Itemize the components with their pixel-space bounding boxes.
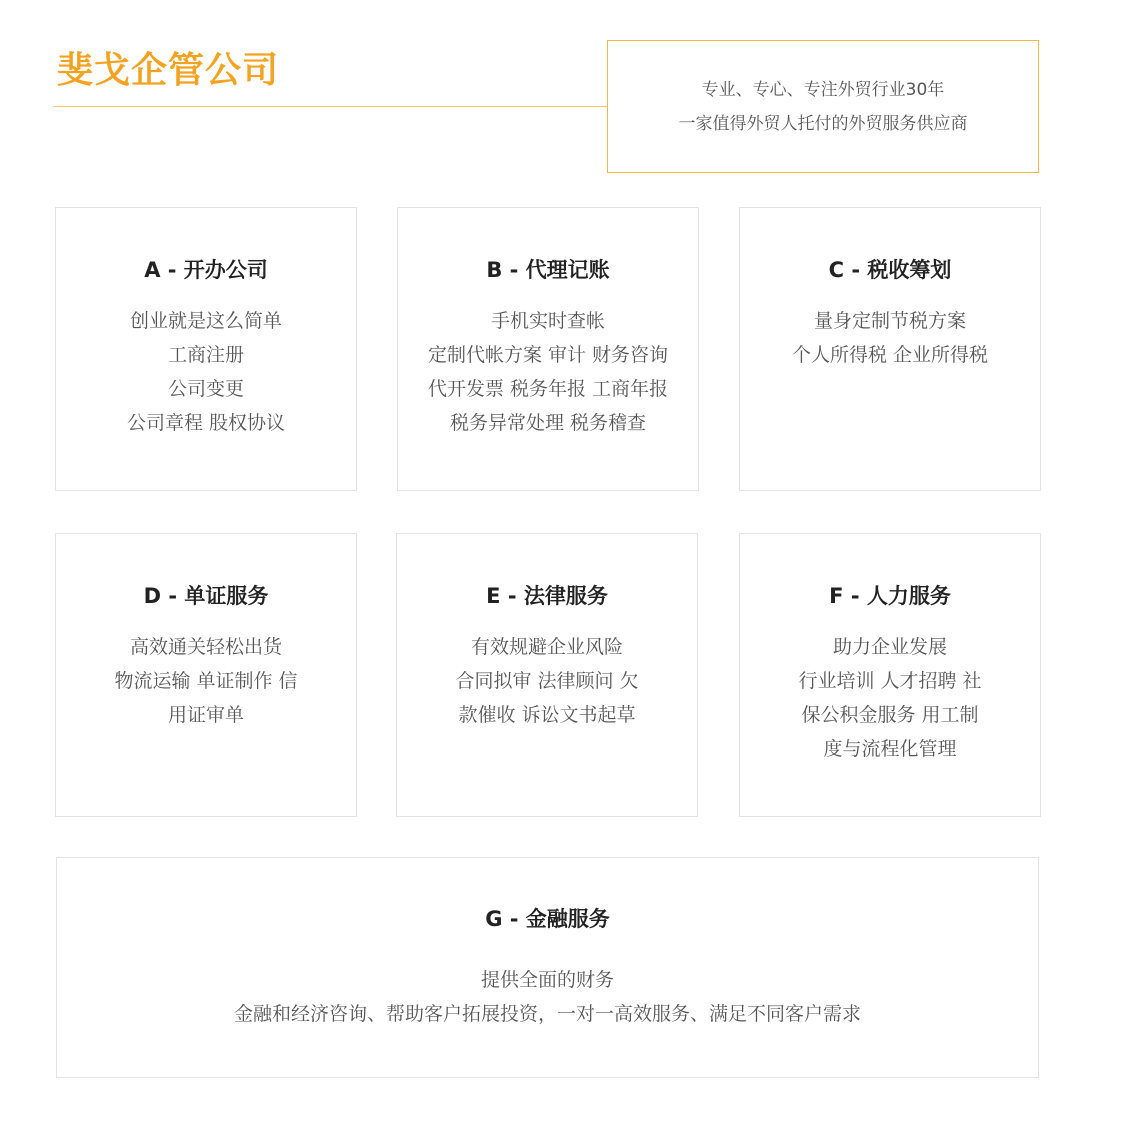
service-line: 合同拟审 法律顾问 欠 [455,670,639,692]
service-card-c[interactable] [739,207,1041,491]
service-line: 提供全面的财务 [480,969,614,991]
service-line: 定制代帐方案 审计 财务咨询 [427,344,669,366]
service-line: 手机实时查帐 [490,310,605,332]
tagline-box [607,40,1039,173]
service-line: 有效规避企业风险 [470,636,623,658]
service-line: 保公积金服务 用工制 [801,704,979,726]
brand-title: 斐戈企管公司 [57,50,280,91]
service-card-a[interactable] [55,207,357,491]
service-title: G - 金融服务 [485,907,610,931]
service-line: 度与流程化管理 [823,738,957,760]
service-card-d[interactable] [55,533,357,817]
service-card-g[interactable] [56,857,1039,1078]
service-card-f[interactable] [739,533,1041,817]
tagline-line-2: 一家值得外贸人托付的外贸服务供应商 [678,113,968,134]
service-line: 代开发票 税务年报 工商年报 [427,378,669,400]
service-line: 助力企业发展 [832,636,947,658]
tagline-line-1: 专业、专心、专注外贸行业30年 [701,79,945,100]
service-line: 高效通关轻松出货 [129,636,282,658]
service-card-b[interactable] [397,207,699,491]
brand-divider [53,106,608,107]
service-line: 公司变更 [167,378,244,400]
service-title: D - 单证服务 [143,584,269,608]
service-title: B - 代理记账 [486,258,610,282]
service-line: 金融和经济咨询、帮助客户拓展投资，一对一高效服务、满足不同客户需求 [233,1003,861,1025]
service-line: 工商注册 [167,344,244,366]
service-line: 量身定制节税方案 [813,310,966,332]
service-line: 个人所得税 企业所得税 [791,344,989,366]
service-line: 行业培训 人才招聘 社 [798,670,982,692]
service-line: 用证审单 [167,704,244,726]
service-title: E - 法律服务 [486,584,608,608]
service-line: 款催收 诉讼文书起草 [458,704,636,726]
service-title: F - 人力服务 [829,584,951,608]
service-line: 物流运输 单证制作 信 [114,670,298,692]
service-line: 税务异常处理 税务稽查 [449,412,647,434]
service-card-e[interactable] [396,533,698,817]
service-title: A - 开办公司 [144,258,268,282]
service-title: C - 税收筹划 [828,258,952,282]
service-line: 公司章程 股权协议 [126,412,286,434]
service-line: 创业就是这么简单 [129,310,282,332]
